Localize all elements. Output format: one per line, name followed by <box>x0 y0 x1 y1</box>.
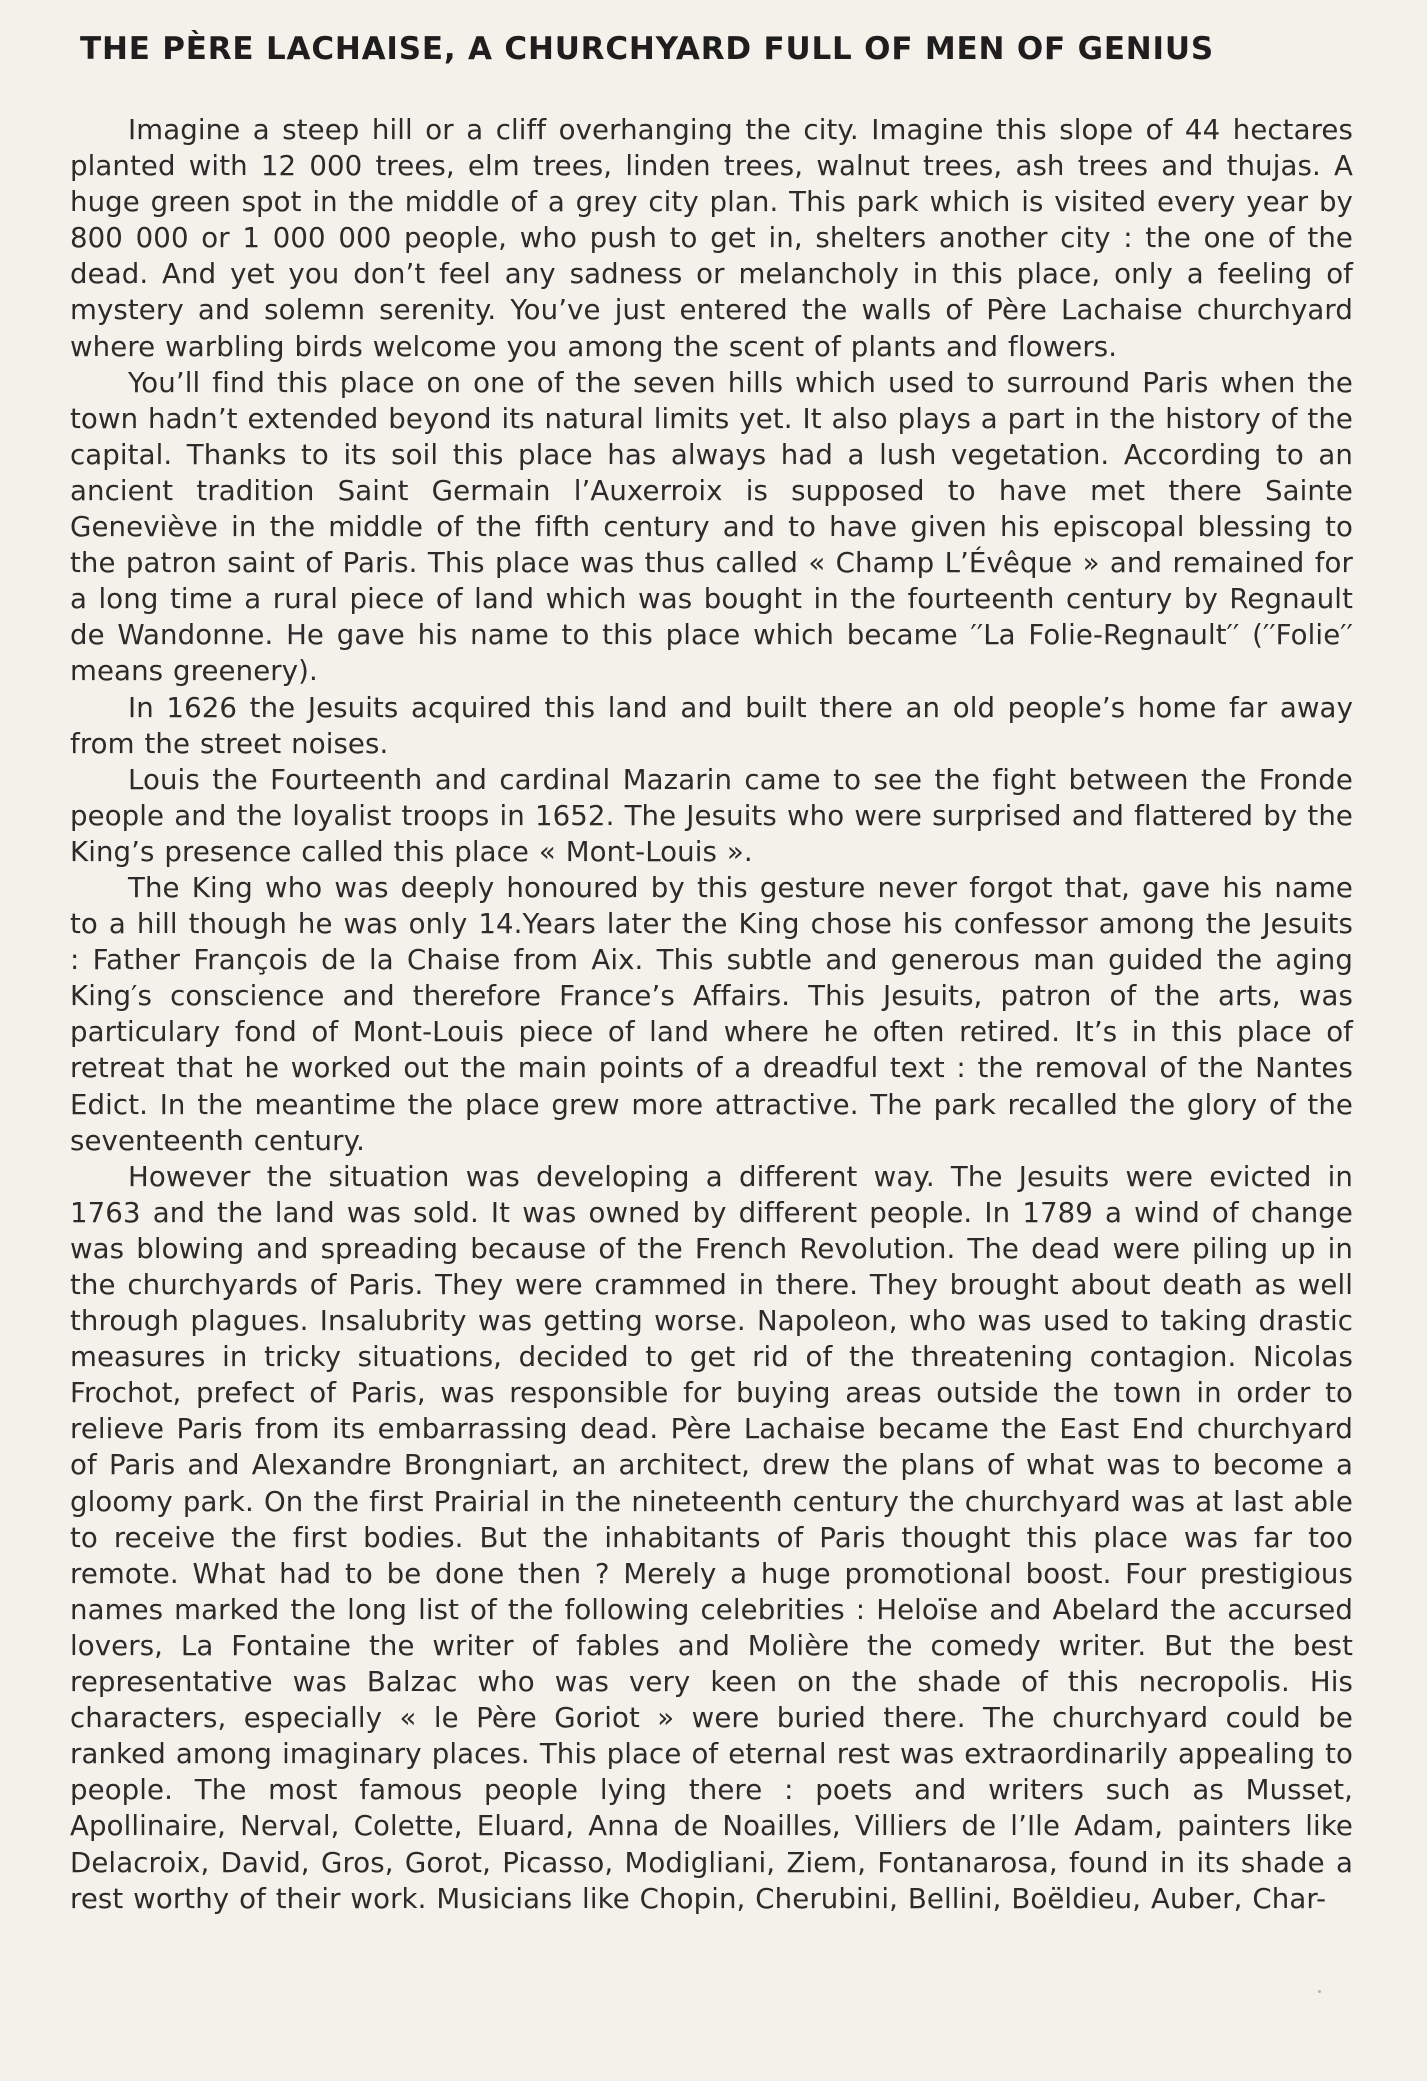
paragraph-6: However the situation was developing a different way. The Jesuits were evicted in 1763 and the land was sold. It was owned by different people. In 1789 a wind of change was blowing and spreading because of the French Revolution. The dead were piling up in the churchyards of Paris. They were crammed in there. They brought about death as well through plagues. Insalubrity was getting worse. Napoleon, who was used to taking drastic measures in tricky situations, decided to get rid of the threatening contagion. Nicolas Frochot, prefect of Paris, was responsible for buying areas outside the town in order to relieve Paris from its embarrassing dead. Père Lachaise became the East End churchyard of Paris and Alexandre Brongniart, an architect, drew the plans of what was to become a gloomy park. On the first Prairial in the nineteenth century the churchyard was at last able to receive the first bodies. But the inhabitants of Paris thought this place was far too remote. What had to be done then ? Merely a huge promotional boost. Four prestigious names marked the long list of the following celebrities : Heloïse and Abelard the accursed lovers, La Fontaine the writer of fables and Molière the comedy writer. But the best representative was Balzac who was very keen on the shade of this necropolis. His characters, especially « le Père Goriot » were buried there. The churchyard could be ranked among imaginary places. This place of eternal rest was extraordinarily appealing to people. The most famous people lying there : poets and writers such as Musset, Apollinaire, Nerval, Colette, Eluard, Anna de Noailles, Villiers de l’Ile Adam, painters like Delacroix, David, Gros, Gorot, Picasso, Modigliani, Ziem, Fontanarosa, found in its shade a rest worthy of their work. Musicians like Chopin, Cherubini, Bellini, Boëldieu, Auber, Char- <box>70 1159 1353 1915</box>
article-body <box>70 112 1353 1917</box>
paragraph-3: In 1626 the Jesuits acquired this land and built there an old people’s home far away from the street noises. <box>70 690 1353 760</box>
paragraph-5: The King who was deeply honoured by this gesture never forgot that, gave his name to a hill though he was only 14.Years later the King chose his confessor among the Jesuits : Father François de la Chaise from Aix. This subtle and generous man guided the aging King′s conscience and therefore France’s Affairs. This Jesuits, patron of the arts, was particulary fond of Mont-Louis piece of land where he often retired. It’s in this place of retreat that he worked out the main points of a dreadful text : the removal of the Nantes Edict. In the meantime the place grew more attractive. The park recalled the glory of the seventeenth century. <box>70 870 1353 1157</box>
paragraph-4: Louis the Fourteenth and cardinal Mazarin came to see the fight between the Fronde people and the loyalist troops in 1652. The Jesuits who were surprised and flattered by the King’s presence called this place « Mont-Louis ». <box>70 762 1353 868</box>
paragraph-2: You’ll find this place on one of the seven hills which used to surround Paris when the town hadn’t extended beyond its natural limits yet. It also plays a part in the history of the capital. Thanks to its soil this place has always had a lush vegetation. According to an ancient tradition Saint Germain l’Auxerroix is supposed to have met there Sainte Geneviève in the middle of the fifth century and to have given his episcopal blessing to the patron saint of Paris. This place was thus called « Champ L’Évêque » and remained for a long time a rural piece of land which was bought in the fourteenth century by Regnault de Wandonne. He gave his name to this place which became ′′La Folie-Regnault′′ (′′Folie′′ means greenery). <box>70 365 1353 688</box>
paragraph-1: Imagine a steep hill or a cliff overhanging the city. Imagine this slope of 44 hectares planted with 12 000 trees, elm trees, linden trees, walnut trees, ash trees and thujas. A huge green spot in the middle of a grey city plan. This park which is visited every year by 800 000 or 1 000 000 people, who push to get in, shelters another city : the one of the dead. And yet you don’t feel any sadness or melancholy in this place, only a feeling of mystery and solemn serenity. You’ve just entered the walls of Père Lachaise churchyard where warbling birds welcome you among the scent of plants and flowers. <box>70 113 1353 363</box>
paper-speck <box>1318 1990 1321 1993</box>
page-title: THE PÈRE LACHAISE, A CHURCHYARD FULL OF MEN OF GENIUS <box>80 31 1214 67</box>
